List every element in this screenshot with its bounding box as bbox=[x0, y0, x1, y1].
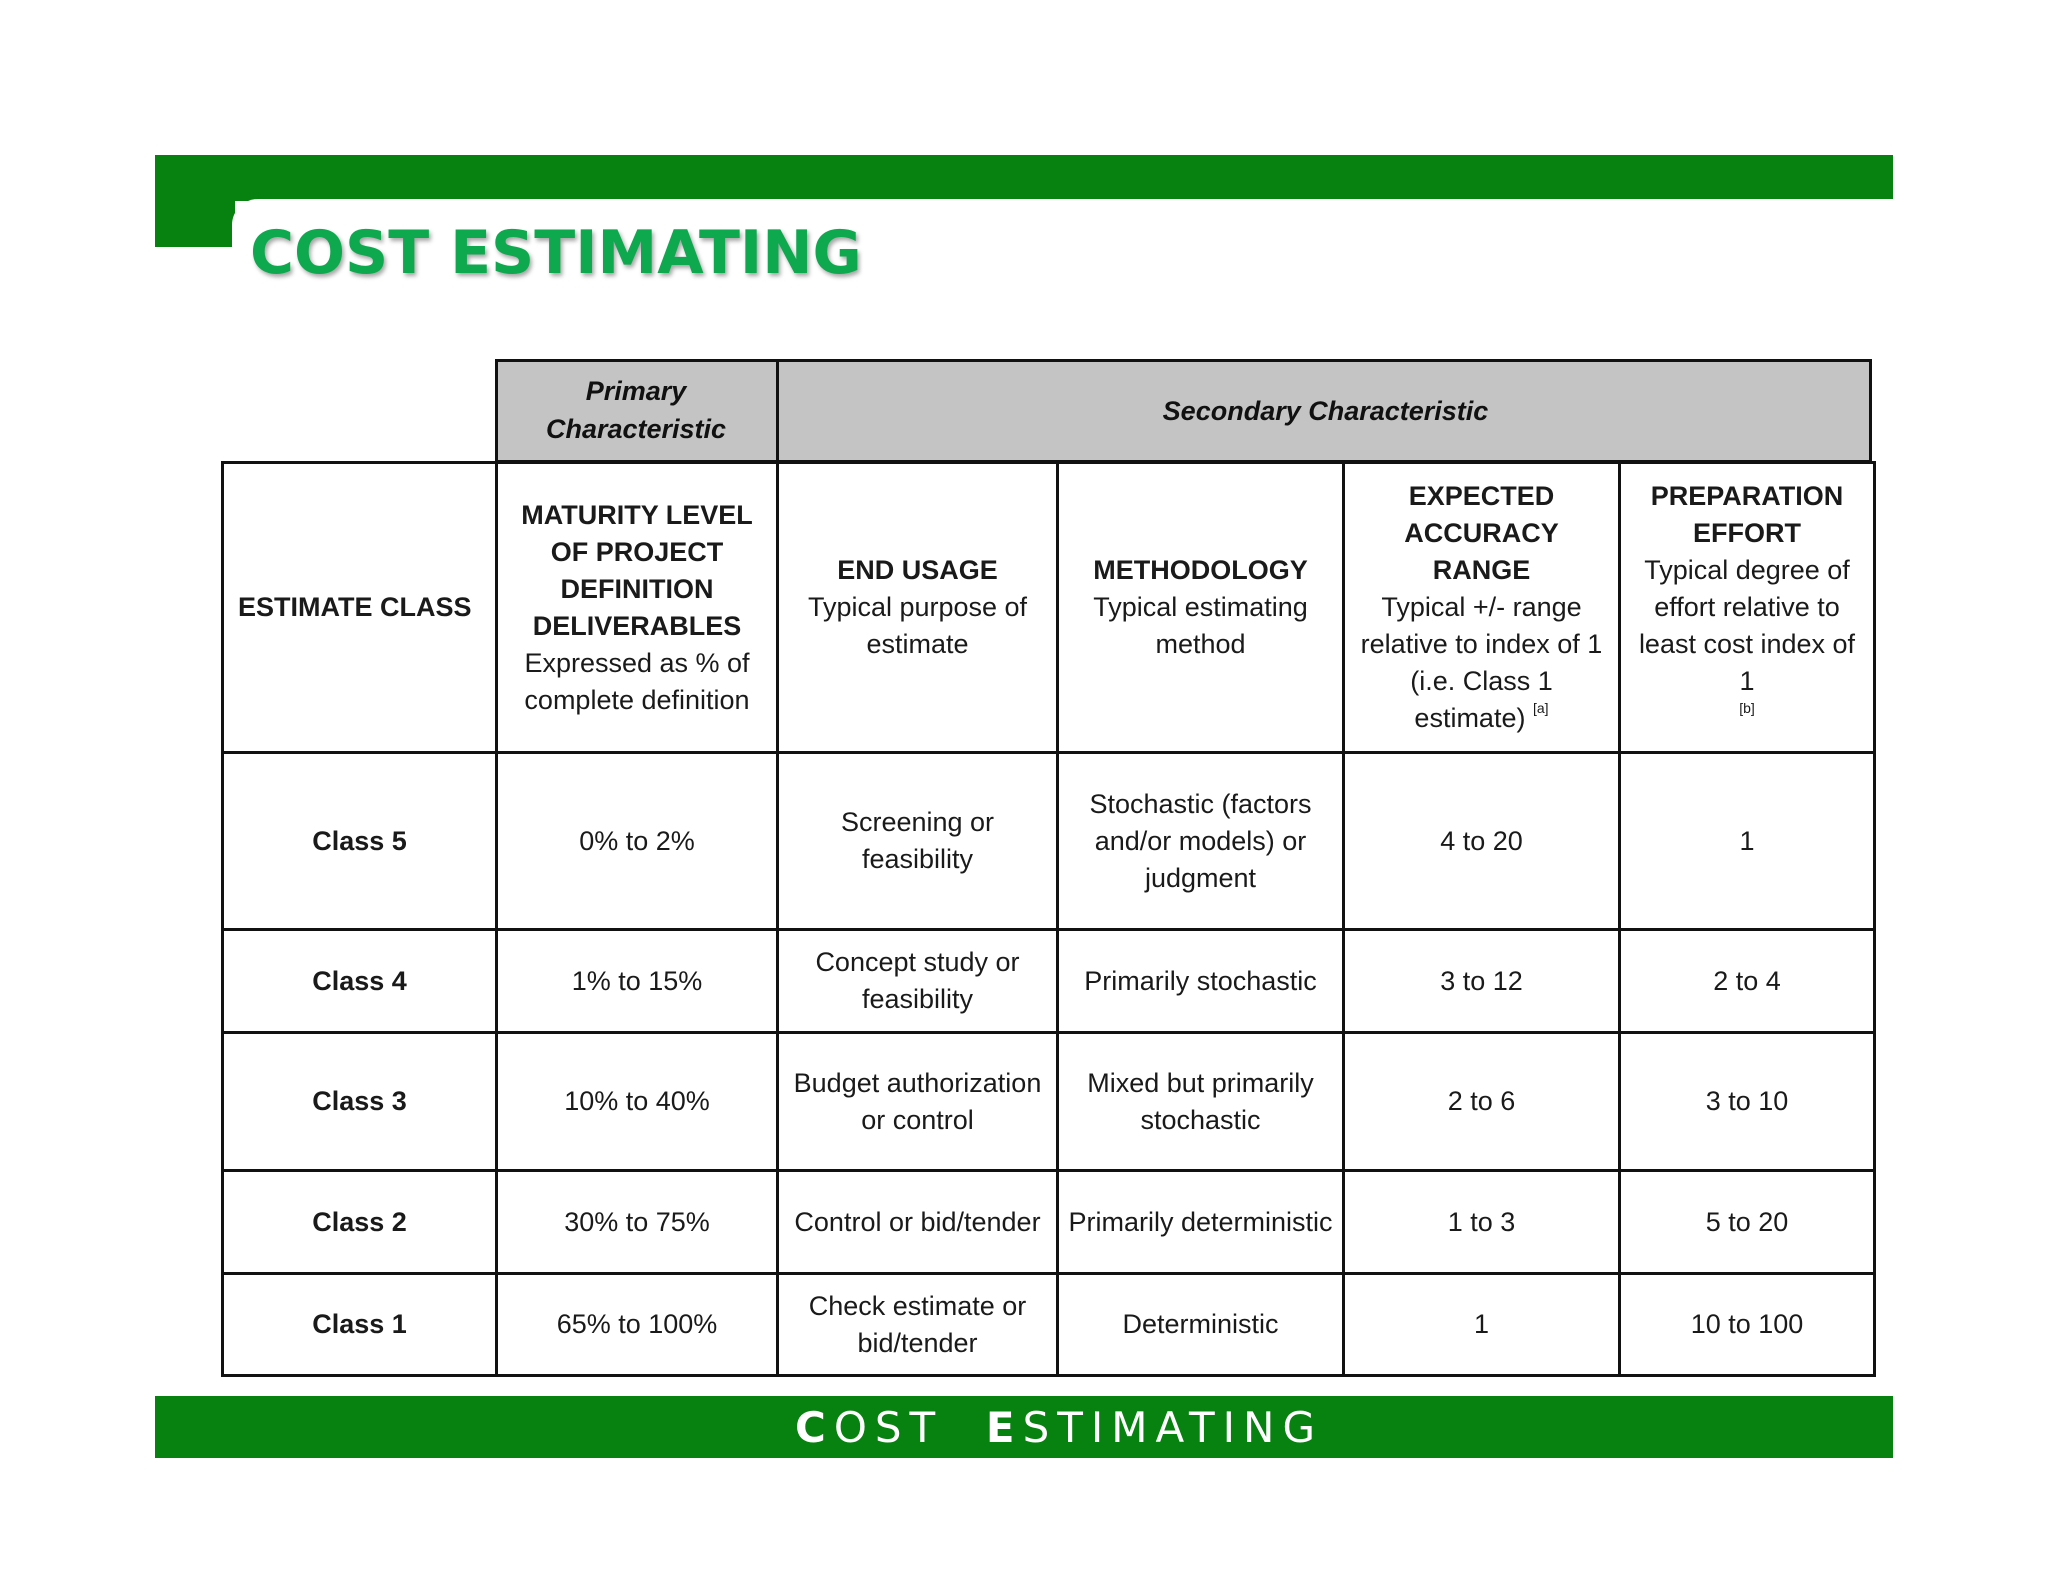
accuracy-cell: 2 to 6 bbox=[1344, 1033, 1620, 1171]
maturity-cell: 30% to 75% bbox=[497, 1171, 778, 1274]
primary-characteristic-label: Primary Characteristic bbox=[545, 376, 727, 444]
col-header-end-usage bbox=[778, 463, 1058, 753]
effort-cell: 3 to 10 bbox=[1620, 1033, 1875, 1171]
maturity-cell: 10% to 40% bbox=[497, 1033, 778, 1171]
maturity-cell: 0% to 2% bbox=[497, 753, 778, 930]
footer-cap-e: E bbox=[985, 1402, 1023, 1452]
method-cell: Deterministic bbox=[1058, 1274, 1344, 1376]
estimate-class-table bbox=[221, 461, 1876, 1377]
header-green-tab bbox=[155, 155, 235, 247]
accuracy-note: [a] bbox=[1532, 700, 1549, 716]
table-row bbox=[223, 1274, 1875, 1376]
table-row bbox=[223, 753, 1875, 930]
footer-word1-rest: OST bbox=[833, 1402, 944, 1452]
method-cell: Stochastic (factors and/or models) or judgment bbox=[1058, 753, 1344, 930]
method-cell: Mixed but primarily stochastic bbox=[1058, 1033, 1344, 1171]
method-cell: Primarily deterministic bbox=[1058, 1171, 1344, 1274]
maturity-cell: 1% to 15% bbox=[497, 930, 778, 1033]
footer-cap-c: C bbox=[794, 1402, 834, 1452]
accuracy-cell: 4 to 20 bbox=[1344, 753, 1620, 930]
effort-cell: 2 to 4 bbox=[1620, 930, 1875, 1033]
maturity-title: MATURITY LEVEL OF PROJECT DEFINITION DELIVERABLES bbox=[521, 499, 753, 641]
accuracy-cell: 1 to 3 bbox=[1344, 1171, 1620, 1274]
accuracy-cell: 3 to 12 bbox=[1344, 930, 1620, 1033]
table-row bbox=[223, 1171, 1875, 1274]
usage-cell: Concept study or feasibility bbox=[778, 930, 1058, 1033]
col-header-effort bbox=[1620, 463, 1875, 753]
usage-cell: Budget authorization or control bbox=[778, 1033, 1058, 1171]
slide-title: COST ESTIMATING bbox=[250, 218, 862, 288]
effort-desc: Typical degree of effort relative to least cost index of 1 bbox=[1638, 555, 1856, 696]
method-cell: Primarily stochastic bbox=[1058, 930, 1344, 1033]
table-header-row bbox=[223, 463, 1875, 753]
class-cell: Class 2 bbox=[223, 1171, 497, 1274]
usage-cell: Check estimate or bid/tender bbox=[778, 1274, 1058, 1376]
class-cell: Class 1 bbox=[223, 1274, 497, 1376]
col-header-methodology bbox=[1058, 463, 1344, 753]
accuracy-cell: 1 bbox=[1344, 1274, 1620, 1376]
end-usage-title: END USAGE bbox=[837, 555, 998, 585]
accuracy-desc-wrap bbox=[1353, 589, 1610, 737]
usage-cell: Screening or feasibility bbox=[778, 753, 1058, 930]
header-green-bar bbox=[155, 155, 1893, 201]
effort-note: [b] bbox=[1739, 700, 1755, 716]
secondary-characteristic-label: Secondary Characteristic bbox=[1162, 396, 1489, 426]
table-row bbox=[223, 1033, 1875, 1171]
footer-bar bbox=[155, 1396, 1893, 1458]
col-header-maturity bbox=[497, 463, 778, 753]
col-header-estimate-class: ESTIMATE CLASS bbox=[223, 463, 497, 753]
accuracy-desc: Typical +/- range relative to index of 1 (i.e. Class 1 estimate) bbox=[1360, 592, 1603, 733]
table-row bbox=[223, 930, 1875, 1033]
class-cell: Class 5 bbox=[223, 753, 497, 930]
accuracy-title: EXPECTED ACCURACY RANGE bbox=[1404, 481, 1559, 585]
methodology-desc: Typical estimating method bbox=[1093, 592, 1308, 659]
effort-title: PREPARATION EFFORT bbox=[1650, 481, 1844, 548]
class-cell: Class 4 bbox=[223, 930, 497, 1033]
effort-cell: 10 to 100 bbox=[1620, 1274, 1875, 1376]
end-usage-desc: Typical purpose of estimate bbox=[807, 592, 1028, 659]
col-header-accuracy bbox=[1344, 463, 1620, 753]
effort-cell: 1 bbox=[1620, 753, 1875, 930]
footer-title bbox=[795, 1403, 1323, 1452]
footer-word2-rest: STIMATING bbox=[1022, 1402, 1324, 1452]
maturity-cell: 65% to 100% bbox=[497, 1274, 778, 1376]
effort-cell: 5 to 20 bbox=[1620, 1171, 1875, 1274]
methodology-title: METHODOLOGY bbox=[1093, 555, 1308, 585]
usage-cell: Control or bid/tender bbox=[778, 1171, 1058, 1274]
class-cell: Class 3 bbox=[223, 1033, 497, 1171]
maturity-desc: Expressed as % of complete definition bbox=[524, 647, 750, 715]
